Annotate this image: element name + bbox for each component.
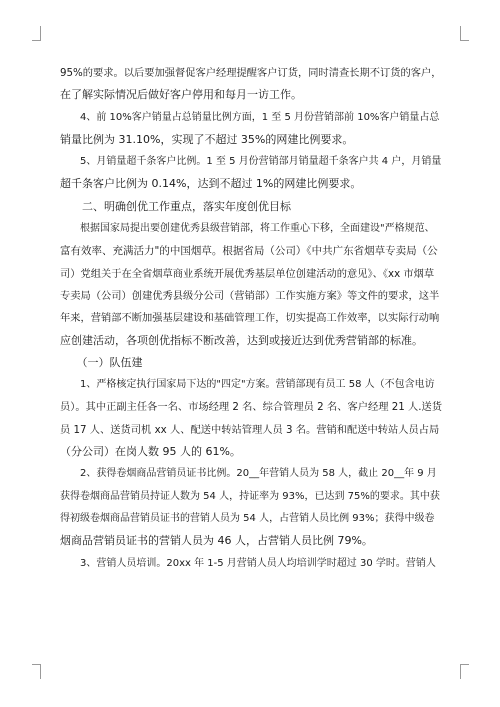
document-body xyxy=(60,62,442,575)
text-line: 在了解实际情况后做好客户停用和每月一访工作。 xyxy=(60,88,302,102)
text-line: 应创建活动，各项创优指标不断改善，达到或接近达到优秀营销部的标准。 xyxy=(60,333,423,347)
crop-mark-top-right xyxy=(460,26,469,41)
section-heading: 二、明确创优工作重点，落实年度创优目标 xyxy=(60,199,291,213)
text-line: 超千条客户比例为 0.14%，达到不超过 1%的网建比例要求。 xyxy=(60,177,362,191)
text-line: 司）党组关于在全省烟草商业系统开展优秀基层单位创建活动的意见》、《xx 市烟草 xyxy=(60,267,435,280)
text-line: 专卖局（公司）创建优秀县级分公司（营销部）工作实施方案》等文件的要求，这半 xyxy=(60,289,440,302)
crop-mark-top-left xyxy=(32,26,41,41)
text-line: 根据国家局提出要创建优秀县级营销部，将工作重心下移，全面建设"严格规范、 xyxy=(60,223,435,235)
text-line: 年来，营销部不断加强基层建设和基础管理工作，切实提高工作效率，以实际行动响 xyxy=(60,312,440,325)
text-line: 1、严格核定执行国家局下达的"四定"方案。营销部现有员工 58 人（不包含电访 xyxy=(60,379,435,391)
text-line: 95%的要求。以后要加强督促客户经理提醒客户订货，同时清查长期不订货的客户， xyxy=(60,67,442,79)
text-line: 4、前 10%客户销量占总销量比例方面，1 至 5 月份营销部前 10%客户销量占总 xyxy=(60,111,440,123)
text-line: 得初级卷烟商品营销员证书的营销人员为 54 人，占营销人员比例 93%；获得中级卷 xyxy=(60,512,435,524)
crop-mark-bottom-right xyxy=(460,664,469,679)
crop-mark-bottom-left xyxy=(32,664,41,679)
text-line: 3、营销人员培训。20xx 年 1-5 月营销人员人均培训学时超过 30 学时。营销人 xyxy=(60,557,436,569)
text-line: 获得卷烟商品营销员持证人数为 54 人，持证率为 93%，已达到 75%的要求。其中获 xyxy=(60,490,440,502)
text-line: 销量比例为 31.10%，实现了不超过 35%的网建比例要求。 xyxy=(60,132,354,146)
text-line: 5、月销量超千条客户比例。1 至 5 月份营销部月销量超千条客户共 4 户，月销量 xyxy=(60,156,442,168)
subsection-heading: （一）队伍建 xyxy=(60,355,143,369)
text-line: （分公司）在岗人数 95 人的 61%。 xyxy=(60,445,241,459)
text-line: 烟商品营销员证书的营销人员为 46 人，占营销人员比例 79%。 xyxy=(60,534,373,548)
text-line: 2、获得卷烟商品营销员证书比例。20__年营销人员为 58 人，截止 20__年 9 月 xyxy=(60,468,437,480)
text-line: 富有效率、充满活力"的中国烟草。根据省局（公司）《中共广东省烟草专卖局（公 xyxy=(60,245,438,258)
text-line: 员）。其中正副主任各一名、市场经理 2 名、综合管理员 2 名、客户经理 21 人.送货 xyxy=(60,401,443,414)
text-line: 员 17 人、送货司机 xx 人、配送中转站管理人员 3 名。营销和配送中转站人员占局 xyxy=(60,423,440,436)
